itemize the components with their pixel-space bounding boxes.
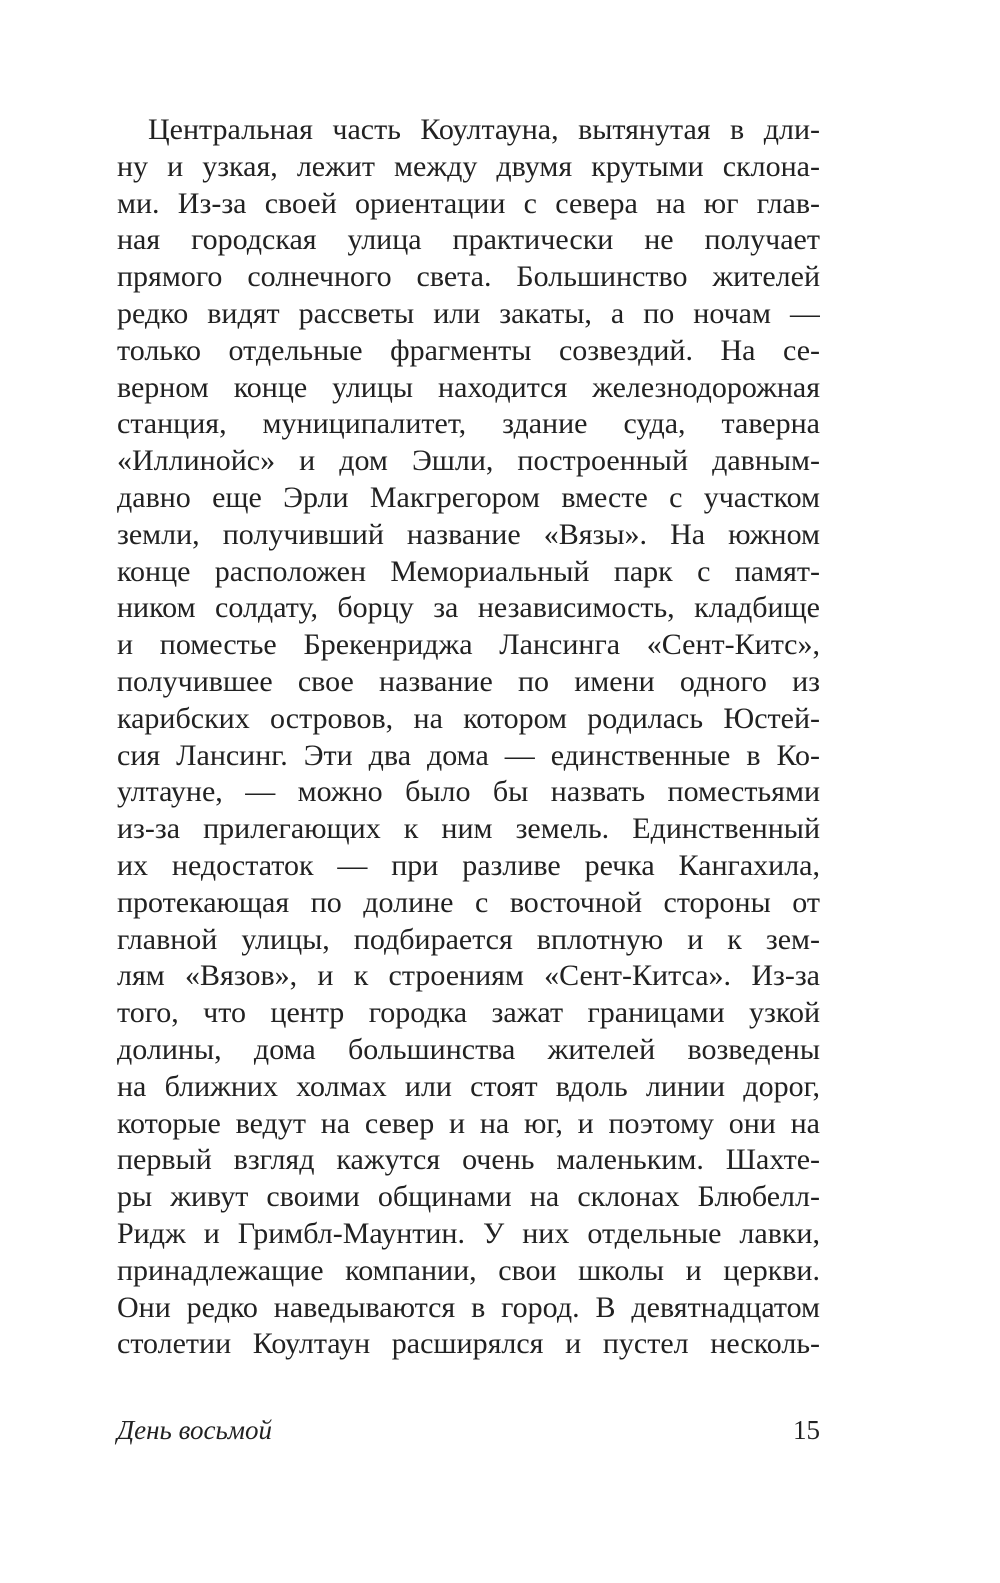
text-line: редко видят рассветы или закаты, а по ночам —	[117, 296, 820, 330]
text-line: сия Лансинг. Эти два дома — единственные в Ко-	[117, 738, 820, 772]
running-title: День восьмой	[117, 1415, 272, 1445]
text-line: давно еще Эрли Макгрегором вместе с участком	[117, 480, 820, 514]
text-line: карибских островов, на котором родилась Юстей-	[117, 701, 820, 735]
text-line: ми. Из-за своей ориентации с севера на юг глав-	[117, 186, 820, 220]
text-line: ная городская улица практически не получает	[117, 223, 820, 257]
text-line: Центральная часть Коултауна, вытянутая в дли-	[148, 113, 820, 146]
text-line: Они редко наведываются в город. В девятнадцатом	[117, 1290, 820, 1324]
text-line: прямого солнечного света. Большинство жителей	[117, 260, 820, 294]
page-footer	[117, 1410, 820, 1450]
text-line: ником солдату, борцу за независимость, кладбище	[117, 591, 820, 625]
text-line: ры живут своими общинами на склонах Блюбелл-	[117, 1180, 820, 1214]
body-text	[117, 112, 820, 1363]
text-line: верном конце улицы находится железнодорожная	[117, 370, 820, 404]
text-line: принадлежащие компании, свои школы и церкви.	[117, 1253, 820, 1287]
text-line: и поместье Брекенриджа Лансинга «Сент-Китс»,	[117, 628, 820, 662]
text-line: «Иллинойс» и дом Эшли, построенный давным-	[117, 444, 820, 478]
text-line: столетии Коултаун расширялся и пустел несколь-	[117, 1327, 820, 1361]
text-line: только отдельные фрагменты созвездий. На се-	[117, 333, 820, 367]
text-line: получившее свое название по имени одного из	[117, 664, 820, 698]
text-line: на ближних холмах или стоят вдоль линии дорог,	[117, 1069, 820, 1103]
text-line: Ридж и Гримбл-Маунтин. У них отдельные лавки,	[117, 1216, 820, 1250]
text-line: главной улицы, подбирается вплотную и к зем-	[117, 922, 820, 956]
text-line: протекающая по долине с восточной стороны от	[117, 885, 820, 919]
text-line: земли, получивший название «Вязы». На южном	[117, 517, 820, 551]
text-line: первый взгляд кажутся очень маленьким. Шахте-	[117, 1143, 820, 1177]
page-number: 15	[793, 1415, 820, 1445]
text-line: из-за прилегающих к ним земель. Единственный	[117, 812, 820, 846]
text-line: их недостаток — при разливе речка Кангахила,	[117, 848, 820, 882]
text-line: того, что центр городка зажат границами узкой	[117, 996, 820, 1030]
text-line: которые ведут на север и на юг, и поэтому они на	[117, 1106, 820, 1140]
text-line: конце расположен Мемориальный парк с памят-	[117, 554, 820, 588]
text-line: лям «Вязов», и к строениям «Сент-Китса». Из-за	[117, 959, 820, 993]
text-line: ну и узкая, лежит между двумя крутыми склона-	[117, 149, 820, 183]
text-line: долины, дома большинства жителей возведены	[117, 1032, 820, 1066]
text-line: станция, муниципалитет, здание суда, таверна	[117, 407, 820, 441]
text-line: ултауне, — можно было бы назвать поместьями	[117, 775, 820, 809]
